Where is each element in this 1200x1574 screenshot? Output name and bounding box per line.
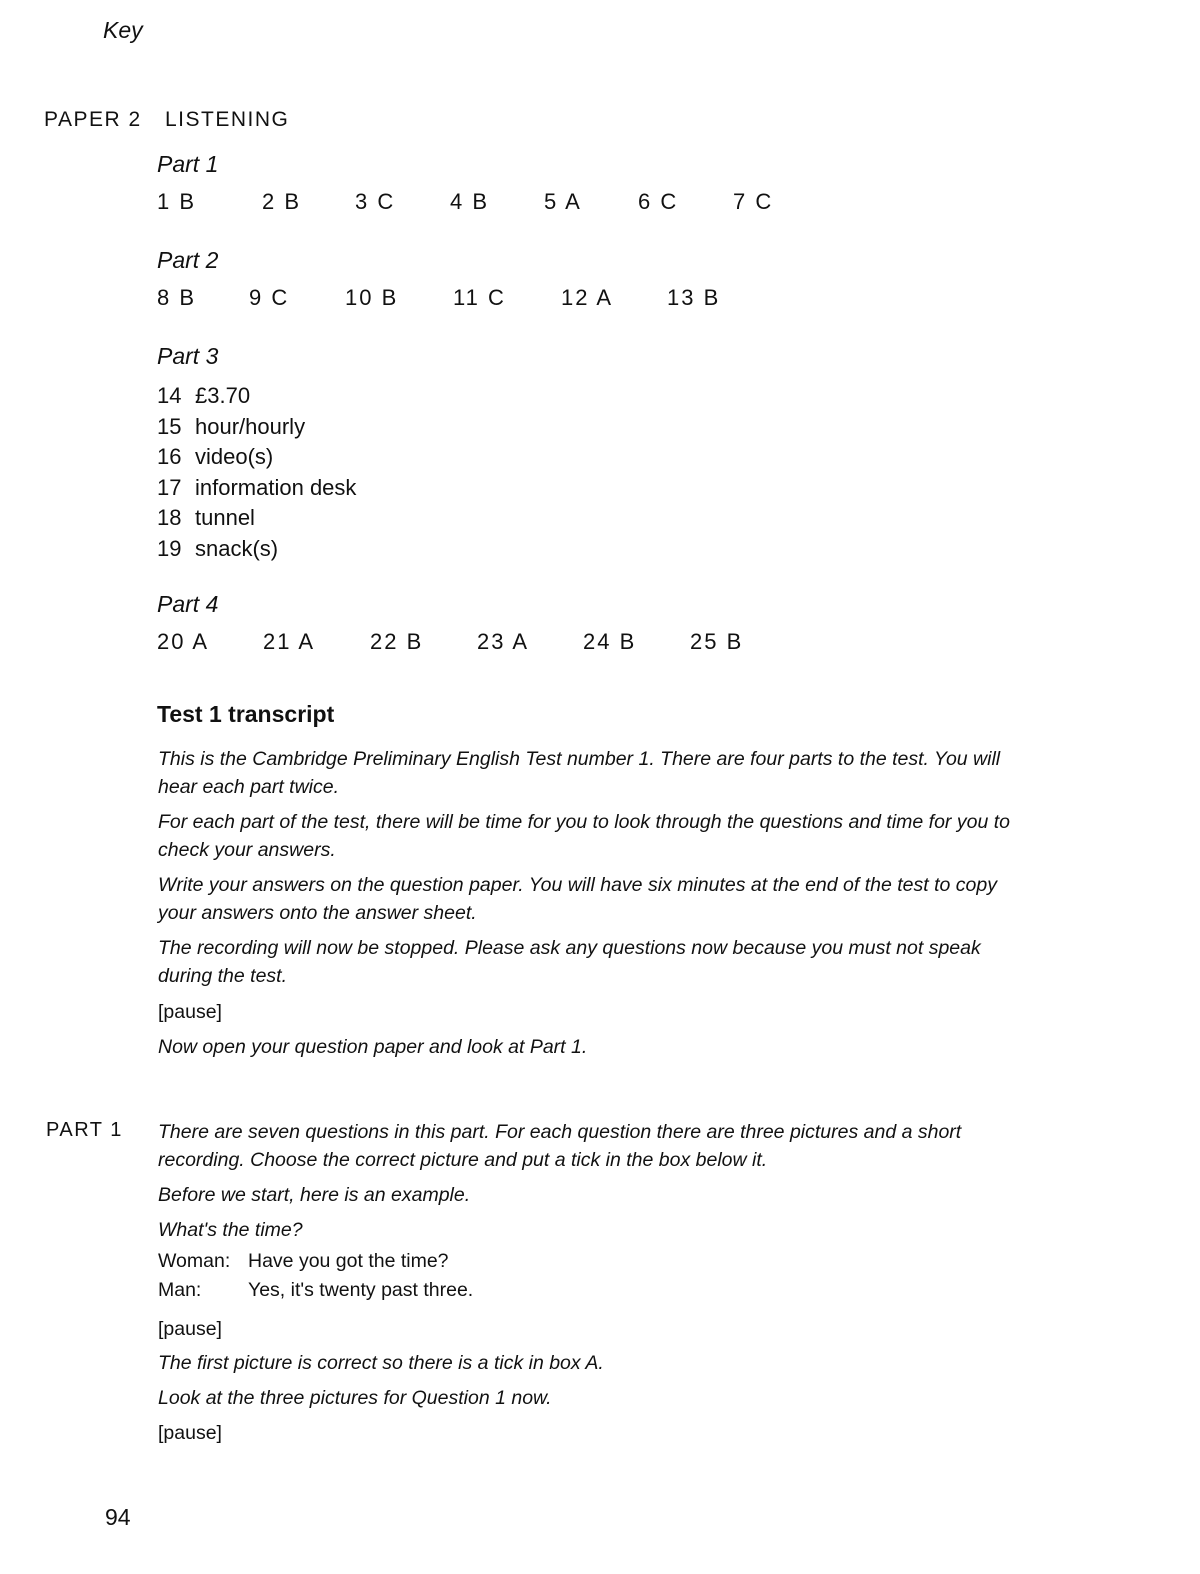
look-note: Look at the three pictures for Question 1 now. (158, 1387, 552, 1409)
transcript-title: Test 1 transcript (157, 701, 335, 727)
pause-marker: [pause] (158, 1422, 222, 1444)
part3-answer-list (157, 381, 356, 564)
answer-item: 2 B (262, 189, 302, 214)
transcript-paragraph: Write your answers on the question paper. You will have six minutes at the end of the test to copy your answers onto the answer sheet. (158, 874, 997, 924)
list-item: 14 £3.70 (157, 383, 251, 408)
list-item: 19 snack(s) (157, 535, 279, 561)
answer-item: 25 B (690, 629, 744, 654)
answer-item: 20 A (157, 629, 210, 654)
page-number: 94 (105, 1504, 131, 1530)
list-item: 16 video(s) (157, 444, 274, 469)
section-label-part1: PART 1 (46, 1119, 123, 1141)
answer-item: 5 A (544, 189, 582, 214)
part1-instructions: There are seven questions in this part. For each question there are three pictures and a short recording. Choose the correct picture and put a tick in the box below it. (158, 1121, 962, 1171)
list-item: 18 tunnel (157, 505, 255, 530)
speaker-label: Woman: (158, 1250, 231, 1272)
transcript-paragraph: Now open your question paper and look at Part 1. (158, 1036, 588, 1058)
answer-item: 23 A (477, 629, 530, 654)
pause-marker: [pause] (158, 1001, 222, 1023)
answer-item: 1 B (157, 189, 197, 214)
answer-item: 13 B (667, 285, 721, 310)
answer-item: 7 C (733, 189, 774, 214)
part1-heading: Part 1 (157, 151, 219, 177)
answer-item: 21 A (263, 629, 316, 654)
list-item: 15 hour/hourly (157, 413, 306, 439)
part1-answer-row (157, 189, 857, 219)
spoken-line: Have you got the time? (248, 1250, 449, 1272)
answer-item: 6 C (638, 189, 679, 214)
speaker-label: Man: (158, 1279, 202, 1301)
answer-item: 8 B (157, 285, 197, 310)
example-intro: Before we start, here is an example. (158, 1184, 471, 1206)
answer-item: 9 C (249, 285, 290, 310)
answer-item: 22 B (370, 629, 424, 654)
dialogue-line (158, 1279, 473, 1302)
answer-item: 10 B (345, 285, 399, 310)
part4-answer-row (157, 629, 857, 659)
transcript-paragraph: For each part of the test, there will be time for you to look through the questions and time for you to check your answers. (158, 811, 1010, 861)
paper-label: PAPER 2 (44, 108, 142, 131)
running-head: Key (103, 17, 143, 43)
part3-heading: Part 3 (157, 343, 219, 369)
transcript-paragraph: The recording will now be stopped. Please ask any questions now because you must not speak during the test. (158, 937, 981, 987)
spoken-line: Yes, it's twenty past three. (248, 1279, 474, 1301)
pause-marker: [pause] (158, 1318, 222, 1340)
part4-heading: Part 4 (157, 591, 219, 617)
answer-item: 11 C (453, 285, 506, 310)
part2-heading: Part 2 (157, 247, 219, 273)
list-item: 17 information desk (157, 474, 357, 500)
transcript-paragraph: This is the Cambridge Preliminary English Test number 1. There are four parts to the test. You will hear each part twice. (158, 748, 1001, 798)
answer-item: 4 B (450, 189, 490, 214)
answer-item: 12 A (561, 285, 614, 310)
paper-title: LISTENING (165, 108, 290, 131)
answer-item: 24 B (583, 629, 637, 654)
dialogue-line (158, 1250, 449, 1273)
part2-answer-row (157, 285, 857, 315)
answer-item: 3 C (355, 189, 396, 214)
correct-note: The first picture is correct so there is a tick in box A. (158, 1352, 604, 1374)
example-question: What's the time? (158, 1219, 303, 1241)
